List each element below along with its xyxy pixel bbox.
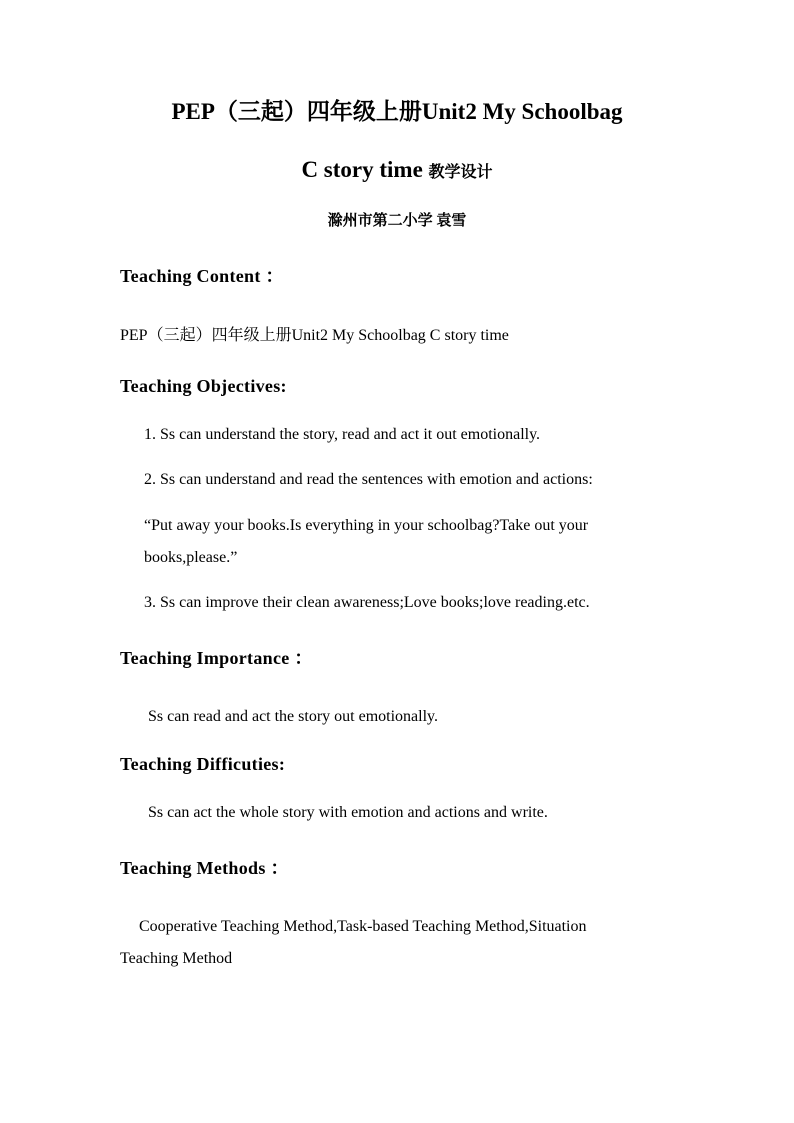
teaching-methods-heading: Teaching Methods ： — [120, 858, 289, 878]
objective-item-2: 2. Ss can understand and read the sentences with emotion and actions: — [144, 471, 593, 488]
teaching-difficulties-text: Ss can act the whole story with emotion and actions and write. — [148, 804, 548, 821]
objective-quote-line-1: “Put away your books.Is everything in your schoolbag?Take out your — [144, 517, 589, 534]
document-title: PEP（三起）四年级上册Unit2 My Schoolbag — [171, 99, 623, 124]
objective-item-3: 3. Ss can improve their clean awareness;Love books;love reading.etc. — [144, 594, 590, 611]
subtitle-chinese: 教学设计 — [428, 164, 493, 181]
subtitle-english: C story time — [301, 157, 429, 182]
teaching-difficulties-heading: Teaching Difficuties: — [120, 754, 286, 774]
objective-item-1: 1. Ss can understand the story, read and act it out emotionally. — [144, 426, 541, 443]
document-subtitle — [0, 156, 794, 187]
teaching-importance-heading: Teaching Importance ： — [120, 648, 313, 668]
teaching-importance-text: Ss can read and act the story out emotionally. — [148, 708, 438, 725]
teaching-content-heading: Teaching Content ： — [120, 266, 284, 286]
objective-quote-line-2: books,please.” — [144, 549, 238, 566]
teaching-methods-line-2: Teaching Method — [120, 950, 233, 967]
author-line: 滁州市第二小学 袁雪 — [327, 213, 467, 229]
teaching-objectives-heading: Teaching Objectives: — [120, 376, 287, 396]
teaching-content-text: PEP（三起）四年级上册Unit2 My Schoolbag C story time — [120, 327, 509, 344]
teaching-methods-line-1: Cooperative Teaching Method,Task-based Teaching Method,Situation — [139, 918, 587, 935]
